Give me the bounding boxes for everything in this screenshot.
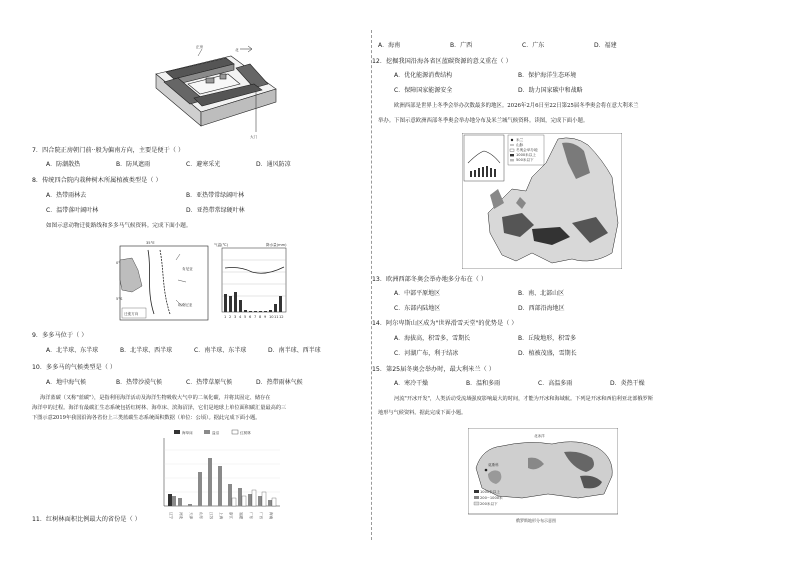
north-arrow-icon xyxy=(240,46,252,52)
q10-option-b[interactable]: B．热带沙漠气候 xyxy=(116,379,163,386)
intro-russia-line1: 河流"开冰开发"，人类活动受流域强度影响最大的时间，才能为开冰和海域航。下列是开冰和西伯利亚北部俄罗斯 xyxy=(394,396,653,402)
q14-option-d[interactable]: D．植被茂盛，雪期长 xyxy=(518,350,577,357)
bar-category-label: 江苏 xyxy=(209,512,213,520)
legend-venue: 冬奥会举办地 xyxy=(516,148,538,152)
q12-option-a[interactable]: A．优化能源消费结构 xyxy=(394,72,453,79)
bars xyxy=(168,458,276,506)
q11-option-a[interactable]: A．海南 xyxy=(378,42,401,49)
region-tanzania: 坦桑尼亚 xyxy=(178,303,193,307)
russia-map-caption: 俄罗斯地形分布示意图 xyxy=(516,518,556,523)
bar-category-label: 福建 xyxy=(239,512,243,520)
q15-option-a[interactable]: A．寒冷干燥 xyxy=(394,380,429,387)
legend-1000m: 1000米以上 xyxy=(480,490,500,494)
door-label: 大门 xyxy=(250,135,258,139)
q8-option-d[interactable]: D．亚热带常绿硬叶林 xyxy=(186,207,245,214)
q12-option-b[interactable]: B．保护海洋生态环境 xyxy=(518,72,577,79)
legend-milan: 米兰 xyxy=(516,138,524,142)
region-kenya: 肯尼亚 xyxy=(182,267,193,271)
intro-bluecarbon-line2: 海洋中的过程。海洋有最碳汇生态系统包括红树林、海草床、滨海沼泽，它们是地球上单位面积碳汇量最高的三 xyxy=(32,405,287,411)
q11-option-d[interactable]: D．福建 xyxy=(594,42,617,49)
q10-option-d[interactable]: D．热带雨林气候 xyxy=(256,379,303,386)
month-tick: 3 xyxy=(234,315,237,319)
q12-option-d[interactable]: D．助力国家碳中和战略 xyxy=(518,87,583,94)
intro-olympics-line1: 欧洲西部是世界上冬季会举办次数最多的地区。2026年2月6日至22日第25届冬季奥会将在意大利米兰 xyxy=(394,103,639,109)
month-tick: 6 xyxy=(249,315,252,319)
q8-option-b[interactable]: B．亚热带常绿阔叶林 xyxy=(186,192,245,199)
q7-option-a[interactable]: A．防潮散热 xyxy=(46,161,81,168)
europe-olympics-map xyxy=(462,133,622,269)
month-tick: 2 xyxy=(229,315,232,319)
north-label: 北 xyxy=(235,48,239,52)
intro-russia-line2: 地形与气候资料。据此完成下面小题。 xyxy=(378,410,467,416)
month-tick: 1 xyxy=(224,315,227,319)
legend-seagrass: 海草床 xyxy=(182,431,193,435)
question-10: 10．多多马的气候类型是（ ） xyxy=(32,364,117,371)
q8-option-c[interactable]: C．温带落叶阔叶林 xyxy=(46,207,99,214)
question-15: 15．第25届冬奥会举办时，最大利米兰（ ） xyxy=(372,366,495,373)
q13-option-c[interactable]: C．东部内陆地区 xyxy=(394,305,441,312)
legend-low: 500米以下 xyxy=(516,158,534,162)
month-tick: 11 xyxy=(274,315,279,319)
migration-map xyxy=(116,240,212,324)
chart-unit-right: 降水量(mm) xyxy=(266,243,287,247)
legend-mangrove: 红树林 xyxy=(240,431,251,435)
q10-option-a[interactable]: A．地中海气候 xyxy=(46,379,87,386)
dodoma-climate-chart xyxy=(212,240,294,324)
q9-option-a[interactable]: A．北半球、东半球 xyxy=(46,347,99,354)
intro-migration: 如图示意动物迁徙路线和多多马气候资料。完成下面小题。 xyxy=(46,223,192,229)
bar-category-label: 广东 xyxy=(249,512,253,520)
question-13: 13．欧洲西部冬奥会举办地多分布在（ ） xyxy=(372,276,488,283)
q13-option-b[interactable]: B．南、北部山区 xyxy=(518,290,565,297)
bar-legend xyxy=(174,430,251,435)
legend-200-1000m: 200~1000米 xyxy=(480,496,503,500)
bluecarbon-bar-chart xyxy=(124,428,284,524)
q12-option-c[interactable]: C．保障国家能源安全 xyxy=(394,87,453,94)
q13-option-a[interactable]: A．中部平原地区 xyxy=(394,290,441,297)
month-tick: 5 xyxy=(244,315,247,319)
q13-option-d[interactable]: D．西部沿海地区 xyxy=(518,305,565,312)
q9-option-c[interactable]: C．南半球、东半球 xyxy=(194,347,247,354)
legend-migration-direction: 迁徙方向 xyxy=(124,312,139,316)
russia-terrain-map xyxy=(468,428,618,524)
q8-option-a[interactable]: A．热带雨林去 xyxy=(46,192,87,199)
bar-category-label: 浙江 xyxy=(229,512,233,520)
lat-5s-label: 5°S xyxy=(116,297,123,301)
question-12: 12．挖掘我国沿海各省区蓝碳资源的意义重在（ ） xyxy=(372,58,512,65)
question-9: 9．多多马位于（ ） xyxy=(32,332,88,339)
q9-option-b[interactable]: B．北半球、西半球 xyxy=(120,347,173,354)
lat-0-label: 0° xyxy=(116,261,121,265)
intro-olympics-line2: 举办。下图示意欧洲西部冬季奥会举办地分布及米兰城气候资料。读图，完成下面小题。 xyxy=(378,118,589,124)
month-tick: 7 xyxy=(254,315,257,319)
q15-option-b[interactable]: B．温和多雨 xyxy=(466,380,501,387)
question-11: 11．红树林面积比例最大的省份是（ ） xyxy=(32,516,141,523)
intro-bluecarbon-line1: 海洋蓝碳（又称"蓝碳"），是指利用海洋活动及海洋生物吸收大气中的二氧化碳，并将其固定、储存在 xyxy=(40,395,271,401)
siheyuan-figure xyxy=(136,34,286,142)
month-tick: 4 xyxy=(239,315,242,319)
sea-label: 北冰洋 xyxy=(534,434,545,438)
question-7: 7．四合院正房朝门前··般为偏南方向，主要是便于（ ） xyxy=(32,147,185,154)
bar-category-label: 海南 xyxy=(269,512,273,520)
figure-label-top: 正房 xyxy=(196,45,204,49)
q14-option-c[interactable]: C．河湖广布，利于结冰 xyxy=(394,350,459,357)
moscow-label: 莫斯科 xyxy=(488,463,499,467)
q7-option-c[interactable]: C．避寒采光 xyxy=(186,161,221,168)
month-tick: 10 xyxy=(269,315,274,319)
right-column xyxy=(372,0,768,562)
q14-option-b[interactable]: B．丘陵地形，积雪多 xyxy=(518,335,577,342)
bar-category-label: 山东 xyxy=(199,512,203,520)
q10-option-c[interactable]: C．热带草原气候 xyxy=(186,379,233,386)
question-8: 8．传统四合院内栽种树木所属植被类型是（ ） xyxy=(32,177,162,184)
moscow-marker xyxy=(485,469,488,472)
bar-category-label: 广西 xyxy=(259,512,263,520)
bar-category-label: 上海 xyxy=(219,512,223,520)
q15-option-d[interactable]: D．炎热干燥 xyxy=(610,380,645,387)
q7-option-d[interactable]: D．通风防凉 xyxy=(256,161,291,168)
month-tick: 8 xyxy=(259,315,262,319)
legend-200m: 200米以下 xyxy=(480,502,498,506)
column-divider xyxy=(371,30,372,540)
q15-option-c[interactable]: C．高温多雨 xyxy=(538,380,573,387)
q14-option-a[interactable]: A．海拔高，积雪多，雪期长 xyxy=(394,335,471,342)
q9-option-d[interactable]: D．南半球、西半球 xyxy=(268,347,321,354)
q7-option-b[interactable]: B．防风遮雨 xyxy=(116,161,151,168)
q11-option-c[interactable]: C．广东 xyxy=(522,42,545,49)
legend-saltmarsh: 盐沼 xyxy=(212,431,220,435)
bar-category-label: 辽宁 xyxy=(169,512,173,520)
month-tick: 12 xyxy=(279,315,284,319)
intro-bluecarbon-line3: 下图示意2019年我国沿海各省份上三类蓝碳生态系统面积数据（单位：公顷）。据此完成下面小题。 xyxy=(32,415,261,421)
question-14: 14．阿尔卑斯山区成为"世界滑雪天堂"的优势是（ ） xyxy=(372,320,518,327)
q11-option-b[interactable]: B．广西 xyxy=(450,42,473,49)
lon-label: 35°E xyxy=(146,241,155,245)
chart-unit-left: 气温(℃) xyxy=(214,243,229,247)
legend-mountains: 山脉 xyxy=(516,143,524,147)
left-column xyxy=(28,0,363,562)
month-tick: 9 xyxy=(264,315,267,319)
bar-category-label: 天津 xyxy=(189,512,193,520)
bar-category-label: 河北 xyxy=(179,512,183,520)
legend-high: 1000米以上 xyxy=(516,153,536,157)
